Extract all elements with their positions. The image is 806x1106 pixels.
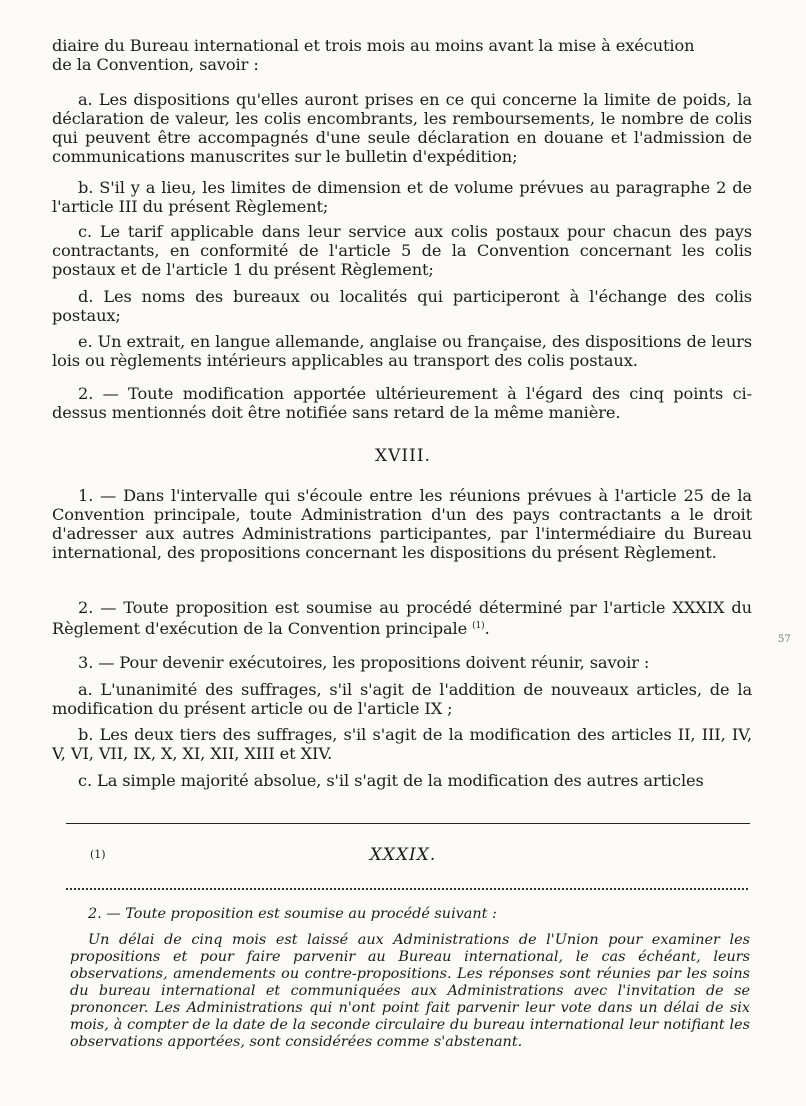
footnote-separator-rule (66, 823, 750, 824)
item-c-text: c. Le tarif applicable dans leur service aux colis postaux pour chacun des pays contractants, en conformité de l'article 5 de la Convention concernant les colis postaux et de l'article 1 du présent Règlement; (52, 222, 752, 279)
section-paragraph-2-body: 2. — Toute proposition est soumise au procédé déterminé par l'article XXXIX du Règlement d'exécution de la Convention principale (52, 598, 752, 638)
item-e-text: e. Un extrait, en langue allemande, anglaise ou française, des dispositions de leurs lois ou règlements intérieurs applicables au transport des colis postaux. (52, 332, 752, 370)
footnote-reference: (1) (472, 621, 485, 631)
section-paragraph-1-text: 1. — Dans l'intervalle qui s'écoule entre les réunions prévues à l'article 25 de la Convention principale, toute Administration d'un des pays contractants a le droit d'adresser aux autres Administrations participantes, par l'intermédiaire du Bureau international, des propositions concernant les dispositions du présent Règlement. (52, 486, 752, 562)
footnote-intro (70, 906, 750, 923)
section-heading: XVIII. (375, 446, 431, 466)
footnote-intro-text: 2. — Toute proposition est soumise au procédé suivant : (88, 906, 497, 922)
intro-line-1: diaire du Bureau international et trois mois au moins avant la mise à exécution (52, 36, 695, 55)
item-a (52, 90, 752, 166)
footnote-body-text: Un délai de cinq mois est laissé aux Administrations de l'Union pour examiner les propositions et pour faire parvenir au Bureau international, le cas échéant, leurs observations, amendements ou contre-propositions. Les réponses sont réunies par les soins du bureau international et communiquées aux Administrations avec l'invitation de se prononcer. Les Administrations qui n'ont point fait parvenir leur vote dans un délai de six mois, à compter de la date de la seconde circulaire du bureau international leur notifiant les observations apportées, sont considérées comme s'abstenant. (70, 932, 750, 1050)
item-e (52, 332, 752, 370)
item-c (52, 222, 752, 279)
item-b-text: b. S'il y a lieu, les limites de dimension et de volume prévues au paragraphe 2 de l'article III du présent Règlement; (52, 178, 752, 216)
intro-line-2: de la Convention, savoir : (52, 55, 259, 74)
section-paragraph-3 (52, 653, 752, 672)
section-item-a-text: a. L'unanimité des suffrages, s'il s'agit de l'addition de nouveaux articles, de la modification du présent article ou de l'article IX ; (52, 680, 752, 718)
section-paragraph-2-end: . (484, 619, 490, 638)
item-d (52, 287, 752, 325)
section-item-c (52, 771, 752, 790)
paragraph-2-top-text: 2. — Toute modification apportée ultérieurement à l'égard des cinq points ci-dessus mentionnés doit être notifiée sans retard de la même manière. (52, 384, 752, 422)
intro-block (52, 36, 752, 74)
margin-mark: 57 (778, 634, 791, 645)
item-b (52, 178, 752, 216)
section-item-a (52, 680, 752, 718)
footnote-marker: (1) (90, 848, 106, 861)
section-item-c-text: c. La simple majorité absolue, s'il s'agit de la modification des autres articles (78, 771, 704, 790)
footnote-body (70, 932, 750, 1051)
section-item-b-text: b. Les deux tiers des suffrages, s'il s'agit de la modification des articles II, III, IV, V, VI, VII, IX, X, XI, XII, XIII et XIV. (52, 725, 752, 763)
section-paragraph-1 (52, 486, 752, 562)
section-paragraph-3-text: 3. — Pour devenir exécutoires, les propositions doivent réunir, savoir : (78, 653, 650, 672)
footnote-ellipsis-line (66, 888, 748, 890)
item-a-text: a. Les dispositions qu'elles auront prises en ce qui concerne la limite de poids, la déclaration de valeur, les colis encombrants, les remboursements, le nombre de colis qui peuvent être accompagnés d'une seule déclaration en douane et l'admission de communications manuscrites sur le bulletin d'expédition; (52, 90, 752, 166)
section-paragraph-2-text (52, 598, 752, 638)
item-d-text: d. Les noms des bureaux ou localités qui participeront à l'échange des colis postaux; (52, 287, 752, 325)
footnote-heading: XXXIX. (369, 845, 437, 865)
section-item-b (52, 725, 752, 763)
section-paragraph-2 (52, 598, 752, 638)
paragraph-2-top (52, 384, 752, 422)
